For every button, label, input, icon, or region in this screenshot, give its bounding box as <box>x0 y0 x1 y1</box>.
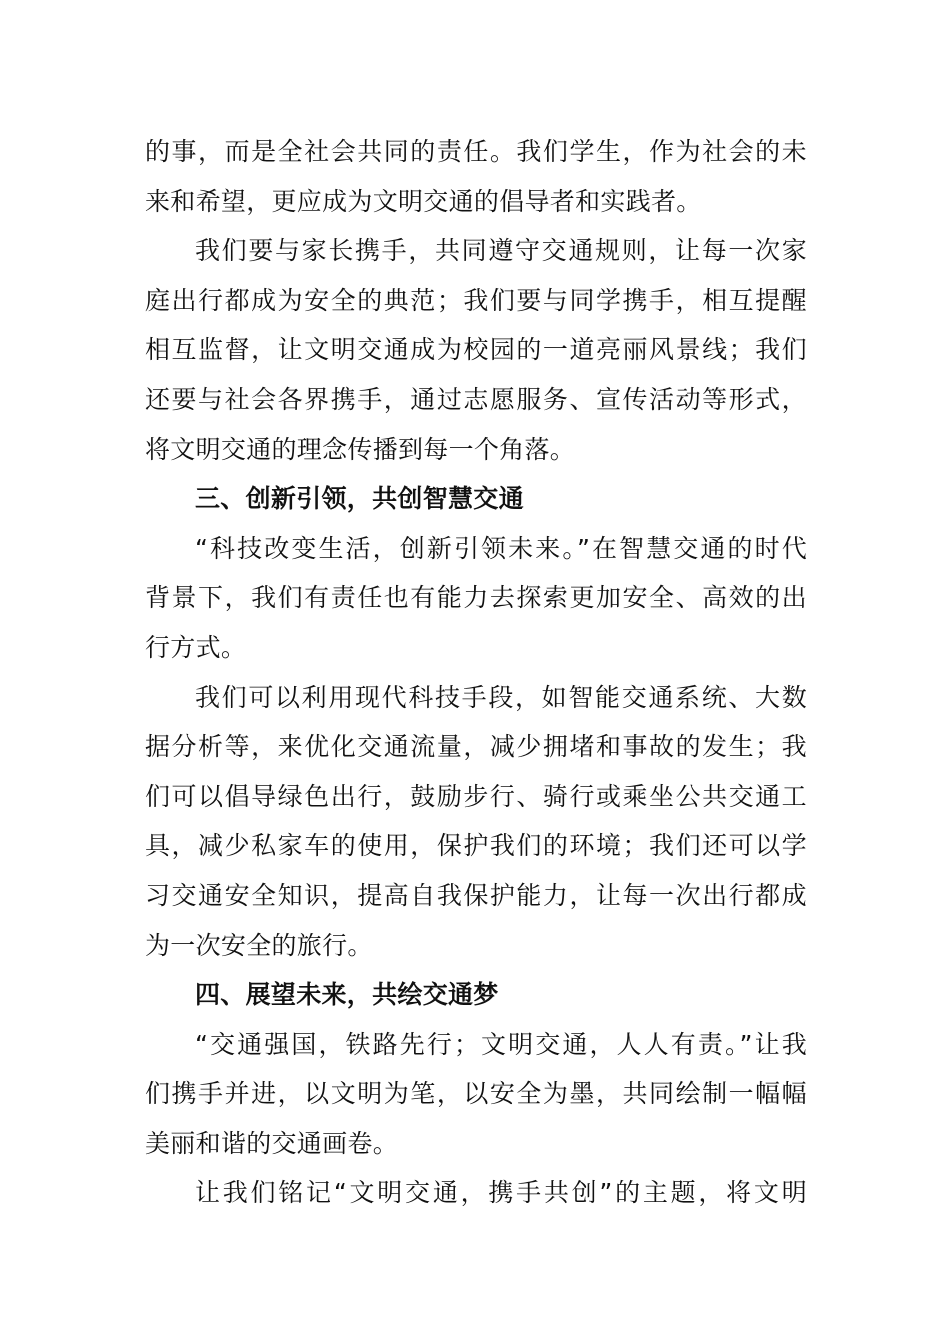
body-line: 我们可以利用现代科技手段，如智能交通系统、大数 <box>195 682 807 712</box>
body-line: 让我们铭记“文明交通，携手共创”的主题，将文明 <box>195 1178 807 1208</box>
body-line: 我们要与家长携手，共同遵守交通规则，让每一次家 <box>195 236 807 266</box>
body-line: 为一次安全的旅行。 <box>145 930 373 960</box>
section-heading: 三、创新引领，共创智慧交通 <box>195 484 524 514</box>
body-line: 相互监督，让文明交通成为校园的一道亮丽风景线；我们 <box>145 335 807 365</box>
body-line: “科技改变生活，创新引领未来。”在智慧交通的时代 <box>195 533 807 563</box>
section-heading: 四、展望未来，共绘交通梦 <box>195 980 499 1010</box>
body-line: 来和希望，更应成为文明交通的倡导者和实践者。 <box>145 186 702 216</box>
body-line: 们携手并进，以文明为笔，以安全为墨，共同绘制一幅幅 <box>145 1079 807 1109</box>
body-line: 美丽和谐的交通画卷。 <box>145 1128 399 1158</box>
body-line: 背景下，我们有责任也有能力去探索更加安全、高效的出 <box>145 583 807 613</box>
body-line: 的事，而是全社会共同的责任。我们学生，作为社会的未 <box>145 137 807 166</box>
document-body <box>145 127 807 1218</box>
body-line: 将文明交通的理念传播到每一个角落。 <box>145 434 576 464</box>
body-line: 还要与社会各界携手，通过志愿服务、宣传活动等形式， <box>145 384 807 414</box>
body-line: 具，减少私家车的使用，保护我们的环境；我们还可以学 <box>145 831 807 861</box>
body-line: 行方式。 <box>145 632 247 662</box>
body-line: 庭出行都成为安全的典范；我们要与同学携手，相互提醒 <box>145 285 807 315</box>
body-line: 据分析等，来优化交通流量，减少拥堵和事故的发生；我 <box>145 732 807 762</box>
body-line: 们可以倡导绿色出行，鼓励步行、骑行或乘坐公共交通工 <box>145 781 807 811</box>
body-line: 习交通安全知识，提高自我保护能力，让每一次出行都成 <box>145 880 807 910</box>
body-line: “交通强国，铁路先行；文明交通，人人有责。”让我 <box>195 1029 807 1059</box>
